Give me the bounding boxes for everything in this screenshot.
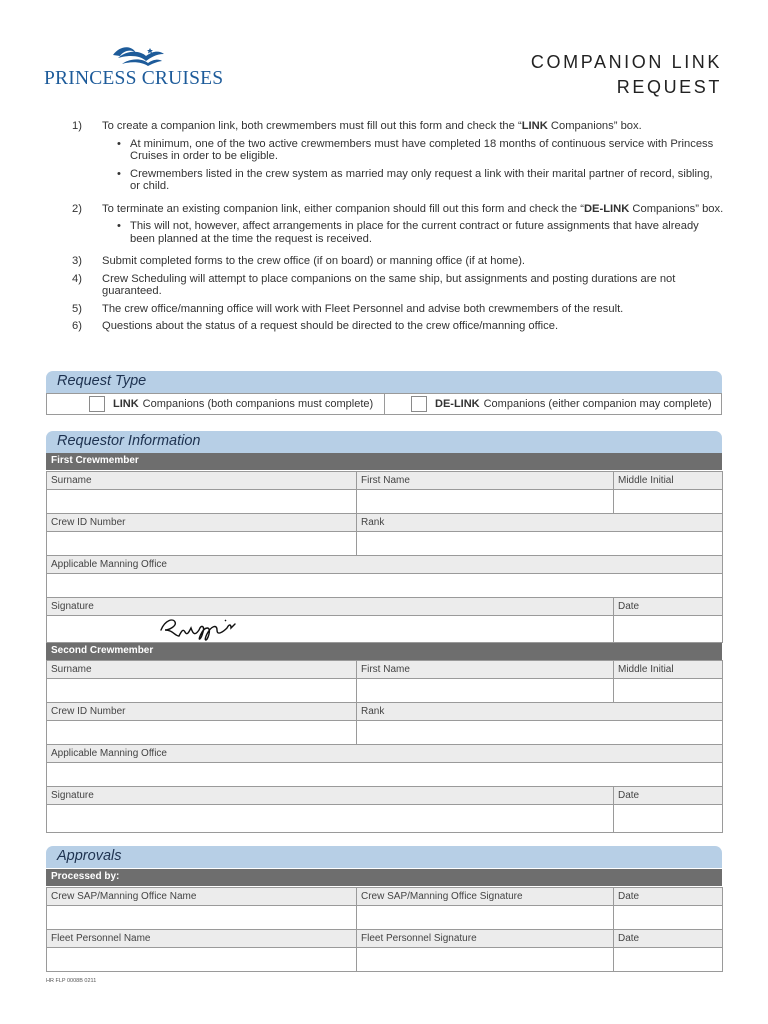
document-title	[531, 50, 722, 100]
delink-checkbox[interactable]	[411, 396, 427, 412]
field-label: Rank	[357, 703, 723, 721]
crew-id-field[interactable]	[47, 532, 357, 556]
step-number: 2)	[72, 202, 82, 215]
field-label: Crew ID Number	[47, 703, 357, 721]
field-label: Signature	[47, 598, 614, 616]
date-field[interactable]	[614, 906, 723, 930]
approvals-table	[46, 887, 723, 972]
step-number: 1)	[72, 120, 82, 132]
signature-field[interactable]	[47, 805, 614, 833]
field-label: Date	[614, 930, 723, 948]
instruction-step-6	[72, 320, 724, 333]
title-line-1: COMPANION LINK	[530, 52, 722, 72]
manning-office-field[interactable]	[47, 763, 723, 787]
bullet-item: • At minimum, one of the two active crewmembers must have completed 18 months of continuous service with Princess Cruises in order to be eligible.	[102, 138, 724, 163]
delink-option[interactable]	[385, 394, 721, 414]
step-number: 3)	[72, 255, 82, 267]
step-text: Companions” box.	[629, 202, 724, 215]
field-label: Crew ID Number	[47, 514, 357, 532]
field-label: Signature	[47, 787, 614, 805]
request-type-options	[46, 393, 722, 415]
section-title: Request Type	[57, 373, 147, 389]
section-title: Approvals	[57, 848, 122, 864]
field-label: Crew SAP/Manning Office Signature	[357, 888, 614, 906]
first-crewmember-table	[46, 471, 723, 643]
step-number: 5)	[72, 302, 82, 315]
field-label: Applicable Manning Office	[47, 745, 723, 763]
option-bold-label: LINK	[113, 398, 139, 410]
manning-office-field[interactable]	[47, 574, 723, 598]
date-field[interactable]	[614, 948, 723, 972]
seawitch-wave-icon	[110, 44, 166, 68]
handwritten-signature	[155, 616, 245, 643]
title-line-2: REQUEST	[616, 77, 722, 97]
brand-name: PRINCESS CRUISES	[44, 68, 224, 89]
step-number: 4)	[72, 272, 82, 285]
instruction-step-5	[72, 303, 724, 316]
step-text: The crew office/manning office will work with Fleet Personnel and advise both crewmembers of the result.	[102, 302, 624, 315]
field-label: First Name	[357, 472, 614, 490]
approvals-header	[46, 846, 722, 868]
instructions-list	[72, 120, 724, 338]
middle-initial-field[interactable]	[614, 679, 723, 703]
field-label: Applicable Manning Office	[47, 556, 723, 574]
requestor-information-header	[46, 431, 722, 453]
field-label: Crew SAP/Manning Office Name	[47, 888, 357, 906]
field-label: Fleet Personnel Name	[47, 930, 357, 948]
princess-cruises-logo	[44, 44, 244, 90]
step-text: Questions about the status of a request should be directed to the crew office/manning office.	[102, 320, 559, 332]
signature-field[interactable]	[47, 616, 614, 643]
instruction-step-2	[72, 203, 724, 251]
second-crewmember-table	[46, 660, 723, 833]
first-name-field[interactable]	[357, 490, 614, 514]
option-label: Companions (both companions must complete)	[142, 398, 374, 410]
sap-signature-field[interactable]	[357, 906, 614, 930]
date-field[interactable]	[614, 805, 723, 833]
second-crewmember-header: Second Crewmember	[46, 643, 722, 660]
instruction-step-3	[72, 255, 724, 268]
request-type-header	[46, 371, 722, 393]
sap-name-field[interactable]	[47, 906, 357, 930]
date-field[interactable]	[614, 616, 723, 643]
section-title: Requestor Information	[57, 433, 201, 449]
bullet-item: • This will not, however, affect arrangements in place for the current contract or future assignments that have already been planned at the time the request is received.	[102, 220, 724, 245]
rank-field[interactable]	[357, 532, 723, 556]
bullet-item: • Crewmembers listed in the crew system as married may only request a link with their marital partner of record, sibling, or child.	[102, 168, 724, 193]
field-label: Middle Initial	[614, 472, 723, 490]
field-label: Date	[614, 787, 723, 805]
field-label: Date	[614, 598, 723, 616]
first-name-field[interactable]	[357, 679, 614, 703]
instruction-step-4	[72, 273, 724, 298]
crew-id-field[interactable]	[47, 721, 357, 745]
rank-field[interactable]	[357, 721, 723, 745]
first-crewmember-header: First Crewmember	[46, 453, 722, 470]
middle-initial-field[interactable]	[614, 490, 723, 514]
option-label: Companions (either companion may complete)	[483, 398, 712, 410]
field-label: Middle Initial	[614, 661, 723, 679]
step-text: To create a companion link, both crewmembers must fill out this form and check the “	[102, 120, 522, 132]
fleet-name-field[interactable]	[47, 948, 357, 972]
form-code: HR FLP 0008B 0211	[46, 978, 97, 984]
field-label: Date	[614, 888, 723, 906]
field-label: Fleet Personnel Signature	[357, 930, 614, 948]
field-label: Surname	[47, 472, 357, 490]
step-number: 6)	[72, 320, 82, 332]
field-label: First Name	[357, 661, 614, 679]
link-option[interactable]	[47, 394, 385, 414]
step-text: Companions” box.	[547, 120, 642, 132]
field-label: Rank	[357, 514, 723, 532]
surname-field[interactable]	[47, 679, 357, 703]
surname-field[interactable]	[47, 490, 357, 514]
step-text: To terminate an existing companion link, either companion should fill out this form and check the “	[102, 202, 584, 215]
link-checkbox[interactable]	[89, 396, 105, 412]
option-bold-label: DE-LINK	[435, 398, 480, 410]
step-bold-text: DE-LINK	[583, 202, 630, 215]
fleet-signature-field[interactable]	[357, 948, 614, 972]
field-label: Surname	[47, 661, 357, 679]
step-bold-text: LINK	[521, 120, 548, 132]
processed-by-header: Processed by:	[46, 869, 722, 886]
step-text: Submit completed forms to the crew office (if on board) or manning office (if at home).	[102, 255, 526, 267]
instruction-step-1	[72, 120, 724, 198]
step-text: Crew Scheduling will attempt to place companions on the same ship, but assignments and posting durations are not guaranteed.	[102, 272, 676, 297]
